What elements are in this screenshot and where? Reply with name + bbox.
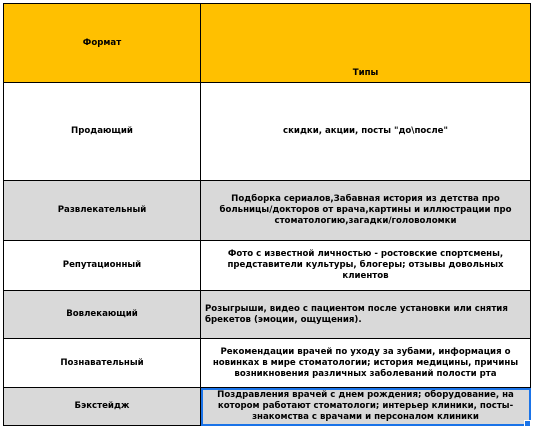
content-format-table xyxy=(3,3,531,426)
types-cell[interactable]: Фото с известной личностью - ростовские спортсмены, представители культуры, блогеры; отзывы довольных клиентов xyxy=(201,241,531,291)
format-cell[interactable]: Продающий xyxy=(4,83,201,181)
header-row xyxy=(4,4,531,83)
selection-fill-handle[interactable] xyxy=(524,420,531,427)
selected-types-cell[interactable]: Поздравления врачей с днем рождения; оборудование, на котором работают стоматологи; интерьер клиники, посты-знакомства с врачами и персоналом клиники xyxy=(201,388,531,426)
types-cell[interactable]: Розыгрыши, видео с пациентом после установки или снятия брекетов (эмоции, ощущения). xyxy=(201,291,531,339)
types-cell[interactable]: Рекомендации врачей по уходу за зубами, информация о новинках в мире стоматологии; история медицины, причины возникновения различных заболеваний полости рта xyxy=(201,339,531,388)
types-cell[interactable]: скидки, акции, посты "до\после" xyxy=(201,83,531,181)
format-cell[interactable]: Развлекательный xyxy=(4,181,201,241)
types-cell[interactable]: Подборка сериалов,Забавная история из детства про больницы/докторов от врача,картины и иллюстрации про стоматологию,загадки/головоломки xyxy=(201,181,531,241)
table-row xyxy=(4,83,531,181)
format-cell[interactable]: Вовлекающий xyxy=(4,291,201,339)
header-cell-format[interactable]: Формат xyxy=(4,4,201,83)
table-row xyxy=(4,339,531,388)
header-cell-types[interactable]: Типы xyxy=(201,4,531,83)
table-row xyxy=(4,241,531,291)
format-cell[interactable]: Познавательный xyxy=(4,339,201,388)
table-row xyxy=(4,388,531,426)
table-row xyxy=(4,291,531,339)
table-row xyxy=(4,181,531,241)
format-cell[interactable]: Репутационный xyxy=(4,241,201,291)
format-cell[interactable]: Бэкстейдж xyxy=(4,388,201,426)
